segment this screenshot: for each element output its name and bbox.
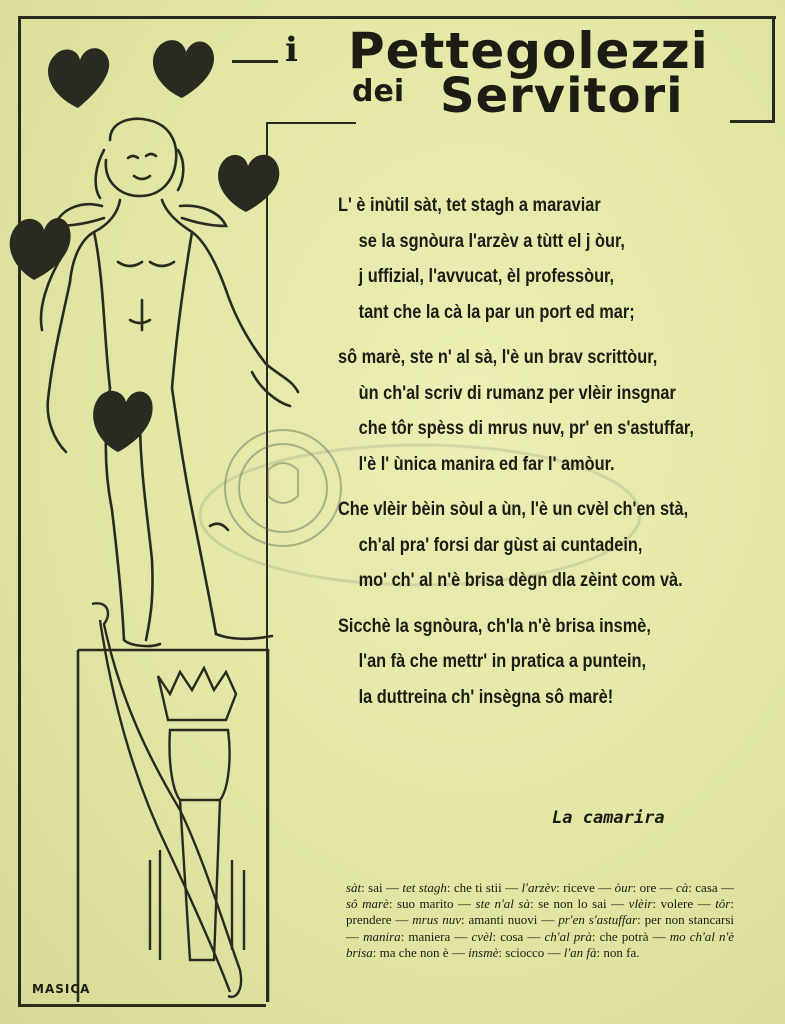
glossary-definition: suo marito: [396, 896, 454, 912]
stanza-1: [338, 188, 699, 330]
stanza-2: [338, 340, 699, 482]
poem-line: l'an fà che mettr' in pratica a puntein,: [358, 651, 647, 672]
glossary-definition: ore: [639, 880, 657, 895]
glossary-entry: tet stagh: che ti stii: [402, 880, 502, 895]
poem-line: la duttreina ch' insègna sô marè!: [358, 686, 614, 708]
glossary-entry: sô marè: suo marito: [346, 896, 454, 912]
stanza-4: [338, 609, 699, 716]
page-title: Pettegolezzi: [348, 22, 709, 80]
glossary-entry: tôr: prendere: [346, 896, 734, 928]
glossary-definition: per non stancarsi: [644, 912, 734, 928]
glossary-entry: ch'al prà: che potrà: [544, 928, 649, 944]
heart-icon: [153, 40, 214, 98]
poem-line: Sicchè la sgnòura, ch'la n'è brisa insmè,: [338, 615, 651, 637]
glossary-definition: prendere: [346, 912, 392, 928]
glossary-term: òur: [614, 880, 633, 895]
title-prefix: i: [285, 30, 298, 70]
glossary-definition: ma che non è: [379, 944, 449, 960]
poem-line: sô marè, ste n' al sà, l'è un brav scrittòur,: [338, 347, 658, 368]
glossary-entry: pr'en s'astuffar: per non stancarsi: [558, 912, 734, 928]
poem-line: tant che la cà la par un port ed mar;: [358, 301, 635, 323]
glossary-term: sàt: [346, 880, 362, 895]
poem-line: che tôr spèss di mrus nuv, pr' en s'astuffar,: [358, 418, 694, 439]
title-dei: dei: [352, 74, 405, 109]
library-stamp: [225, 430, 341, 546]
glossary-term: tôr: [715, 896, 731, 912]
glossary-term: mo ch'al n'è brisa: [346, 928, 735, 960]
glossary-term: ch'al prà: [544, 928, 592, 944]
glossary-definition: se non lo sai: [538, 896, 607, 912]
title-servitori: Servitori: [440, 68, 684, 124]
poem-line: ch'al pra' forsi dar gùst ai cuntadein,: [358, 534, 643, 556]
glossary-term: ste n'al sà: [475, 896, 530, 912]
glossary-term: manira: [363, 928, 401, 944]
poem-line: j uffizial, l'avvucat, èl professòur,: [358, 266, 615, 287]
glossary-definition: che potrà: [599, 928, 649, 944]
glossary-entry: insmè: sciocco: [468, 944, 545, 960]
glossary-entry: cvèl: cosa: [471, 928, 524, 944]
glossary-entry: sàt: sai: [346, 880, 383, 895]
artist-signature: MASICA: [32, 982, 91, 996]
poem-line: mo' ch' al n'è brisa dègn dla zèint com và.: [358, 570, 683, 591]
glossary-definition: casa: [695, 880, 718, 895]
poem-line: Che vlèir bèin sòul a ùn, l'è un cvèl ch'en stà,: [338, 499, 689, 520]
glossary-entry: mrus nuv: amanti nuovi: [412, 912, 538, 928]
glossary-term: l'arzèv: [521, 880, 557, 895]
poem-signature: La camarira: [552, 808, 665, 828]
glossary-entry: vlèir: volere: [628, 896, 694, 912]
glossary-entry: òur: ore: [614, 880, 657, 895]
glossary-entry: manira: maniera: [363, 928, 451, 944]
glossary-term: tet stagh: [402, 880, 447, 895]
glossary-definition: che ti stii: [453, 880, 502, 895]
stanza-3: [338, 492, 699, 599]
glossary-definition: sciocco: [505, 944, 545, 960]
heart-icon: [93, 391, 153, 452]
glossary-term: pr'en s'astuffar: [558, 912, 638, 928]
glossary: sàt: sai — tet stagh: che ti stii — l'arzèv: riceve — òur: ore — cà: casa — sô marè: suo marito — ste n'al sà: se non lo sai — vlèir: volere — tôr: prendere — mrus nuv: amanti nuovi — pr'en s'astuffar: per non stancarsi — manira: maniera — cvèl: cosa — ch'al prà: che potrà — mo ch'al n'è brisa: ma che non è — insmè: sciocco — l'an fà: non fa.: [346, 880, 735, 960]
glossary-term: cvèl: [471, 928, 493, 944]
poem-line: L' è inùtil sàt, tet stagh a maraviar: [338, 195, 601, 216]
poem: [338, 188, 699, 725]
heart-icon: [48, 48, 109, 108]
glossary-term: l'an fà: [563, 944, 597, 960]
pedestal: [78, 650, 268, 1002]
glossary-entry: l'an fà: non fa.: [563, 944, 640, 960]
glossary-definition: volere: [660, 896, 694, 912]
glossary-definition: sai: [368, 880, 383, 895]
glossary-term: insmè: [468, 944, 499, 960]
glossary-entry: ste n'al sà: se non lo sai: [475, 896, 607, 912]
poem-line: ùn ch'al scriv di rumanz per vlèir insgnar: [358, 382, 676, 404]
glossary-definition: riceve: [563, 880, 595, 895]
quiver-and-bow: [92, 603, 244, 997]
glossary-term: sô marè: [346, 896, 389, 912]
glossary-entry: mo ch'al n'è brisa: ma che non è: [346, 928, 735, 960]
heart-icon: [218, 155, 279, 212]
glossary-entry: cà: casa: [676, 880, 718, 895]
glossary-definition: non fa.: [603, 944, 640, 960]
glossary-term: mrus nuv: [412, 912, 461, 928]
glossary-definition: cosa: [500, 928, 524, 944]
poem-line: se la sgnòura l'arzèv a tùtt el j òur,: [358, 230, 625, 252]
heart-icon: [10, 218, 71, 280]
glossary-definition: amanti nuovi: [468, 912, 538, 928]
glossary-term: vlèir: [628, 896, 653, 912]
glossary-definition: maniera: [408, 928, 451, 944]
poem-line: l'è l' ùnica manira ed far l' amòur.: [358, 453, 615, 475]
glossary-term: cà: [676, 880, 689, 895]
glossary-entry: l'arzèv: riceve: [521, 880, 595, 895]
